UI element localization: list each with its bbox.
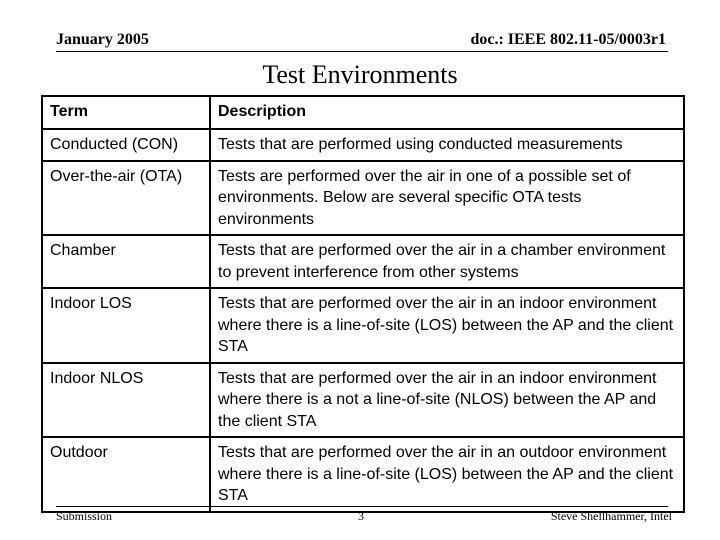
header-date: January 2005 xyxy=(56,31,149,48)
footer-submission: Submission xyxy=(56,509,113,523)
term-cell: Indoor NLOS xyxy=(42,363,210,438)
term-cell: Indoor LOS xyxy=(42,288,210,363)
description-cell: Tests are performed over the air in one of a possible set of environments. Below are several specific OTA tests environments xyxy=(210,161,684,236)
header-description: Description xyxy=(210,96,684,129)
footer-author: Steve Shellhammer, Intel xyxy=(550,509,672,523)
description-cell: Tests that are performed over the air in an indoor environment where there is a line-of-site (LOS) between the AP and the client STA xyxy=(210,288,684,363)
header-rule xyxy=(56,51,668,52)
page-number: 3 xyxy=(358,509,364,523)
description-cell: Tests that are performed over the air in a chamber environment to prevent interference from other systems xyxy=(210,235,684,288)
table-row xyxy=(42,437,684,512)
term-cell: Conducted (CON) xyxy=(42,129,210,161)
slide-title: Test Environments xyxy=(262,60,458,89)
header-doc-id: doc.: IEEE 802.11-05/0003r1 xyxy=(470,31,666,48)
terms-table xyxy=(41,95,685,513)
table-row xyxy=(42,288,684,363)
table-row xyxy=(42,161,684,236)
table-header-row xyxy=(42,96,684,129)
table-row xyxy=(42,363,684,438)
description-cell: Tests that are performed using conducted measurements xyxy=(210,129,684,161)
term-cell: Over-the-air (OTA) xyxy=(42,161,210,236)
header-term: Term xyxy=(42,96,210,129)
footer-rule xyxy=(56,506,668,507)
description-cell: Tests that are performed over the air in an outdoor environment where there is a line-of-site (LOS) between the AP and the client STA xyxy=(210,437,684,512)
term-cell: Outdoor xyxy=(42,437,210,512)
table-row xyxy=(42,129,684,161)
term-cell: Chamber xyxy=(42,235,210,288)
table-row xyxy=(42,235,684,288)
description-cell: Tests that are performed over the air in an indoor environment where there is a not a line-of-site (NLOS) between the AP and the client STA xyxy=(210,363,684,438)
